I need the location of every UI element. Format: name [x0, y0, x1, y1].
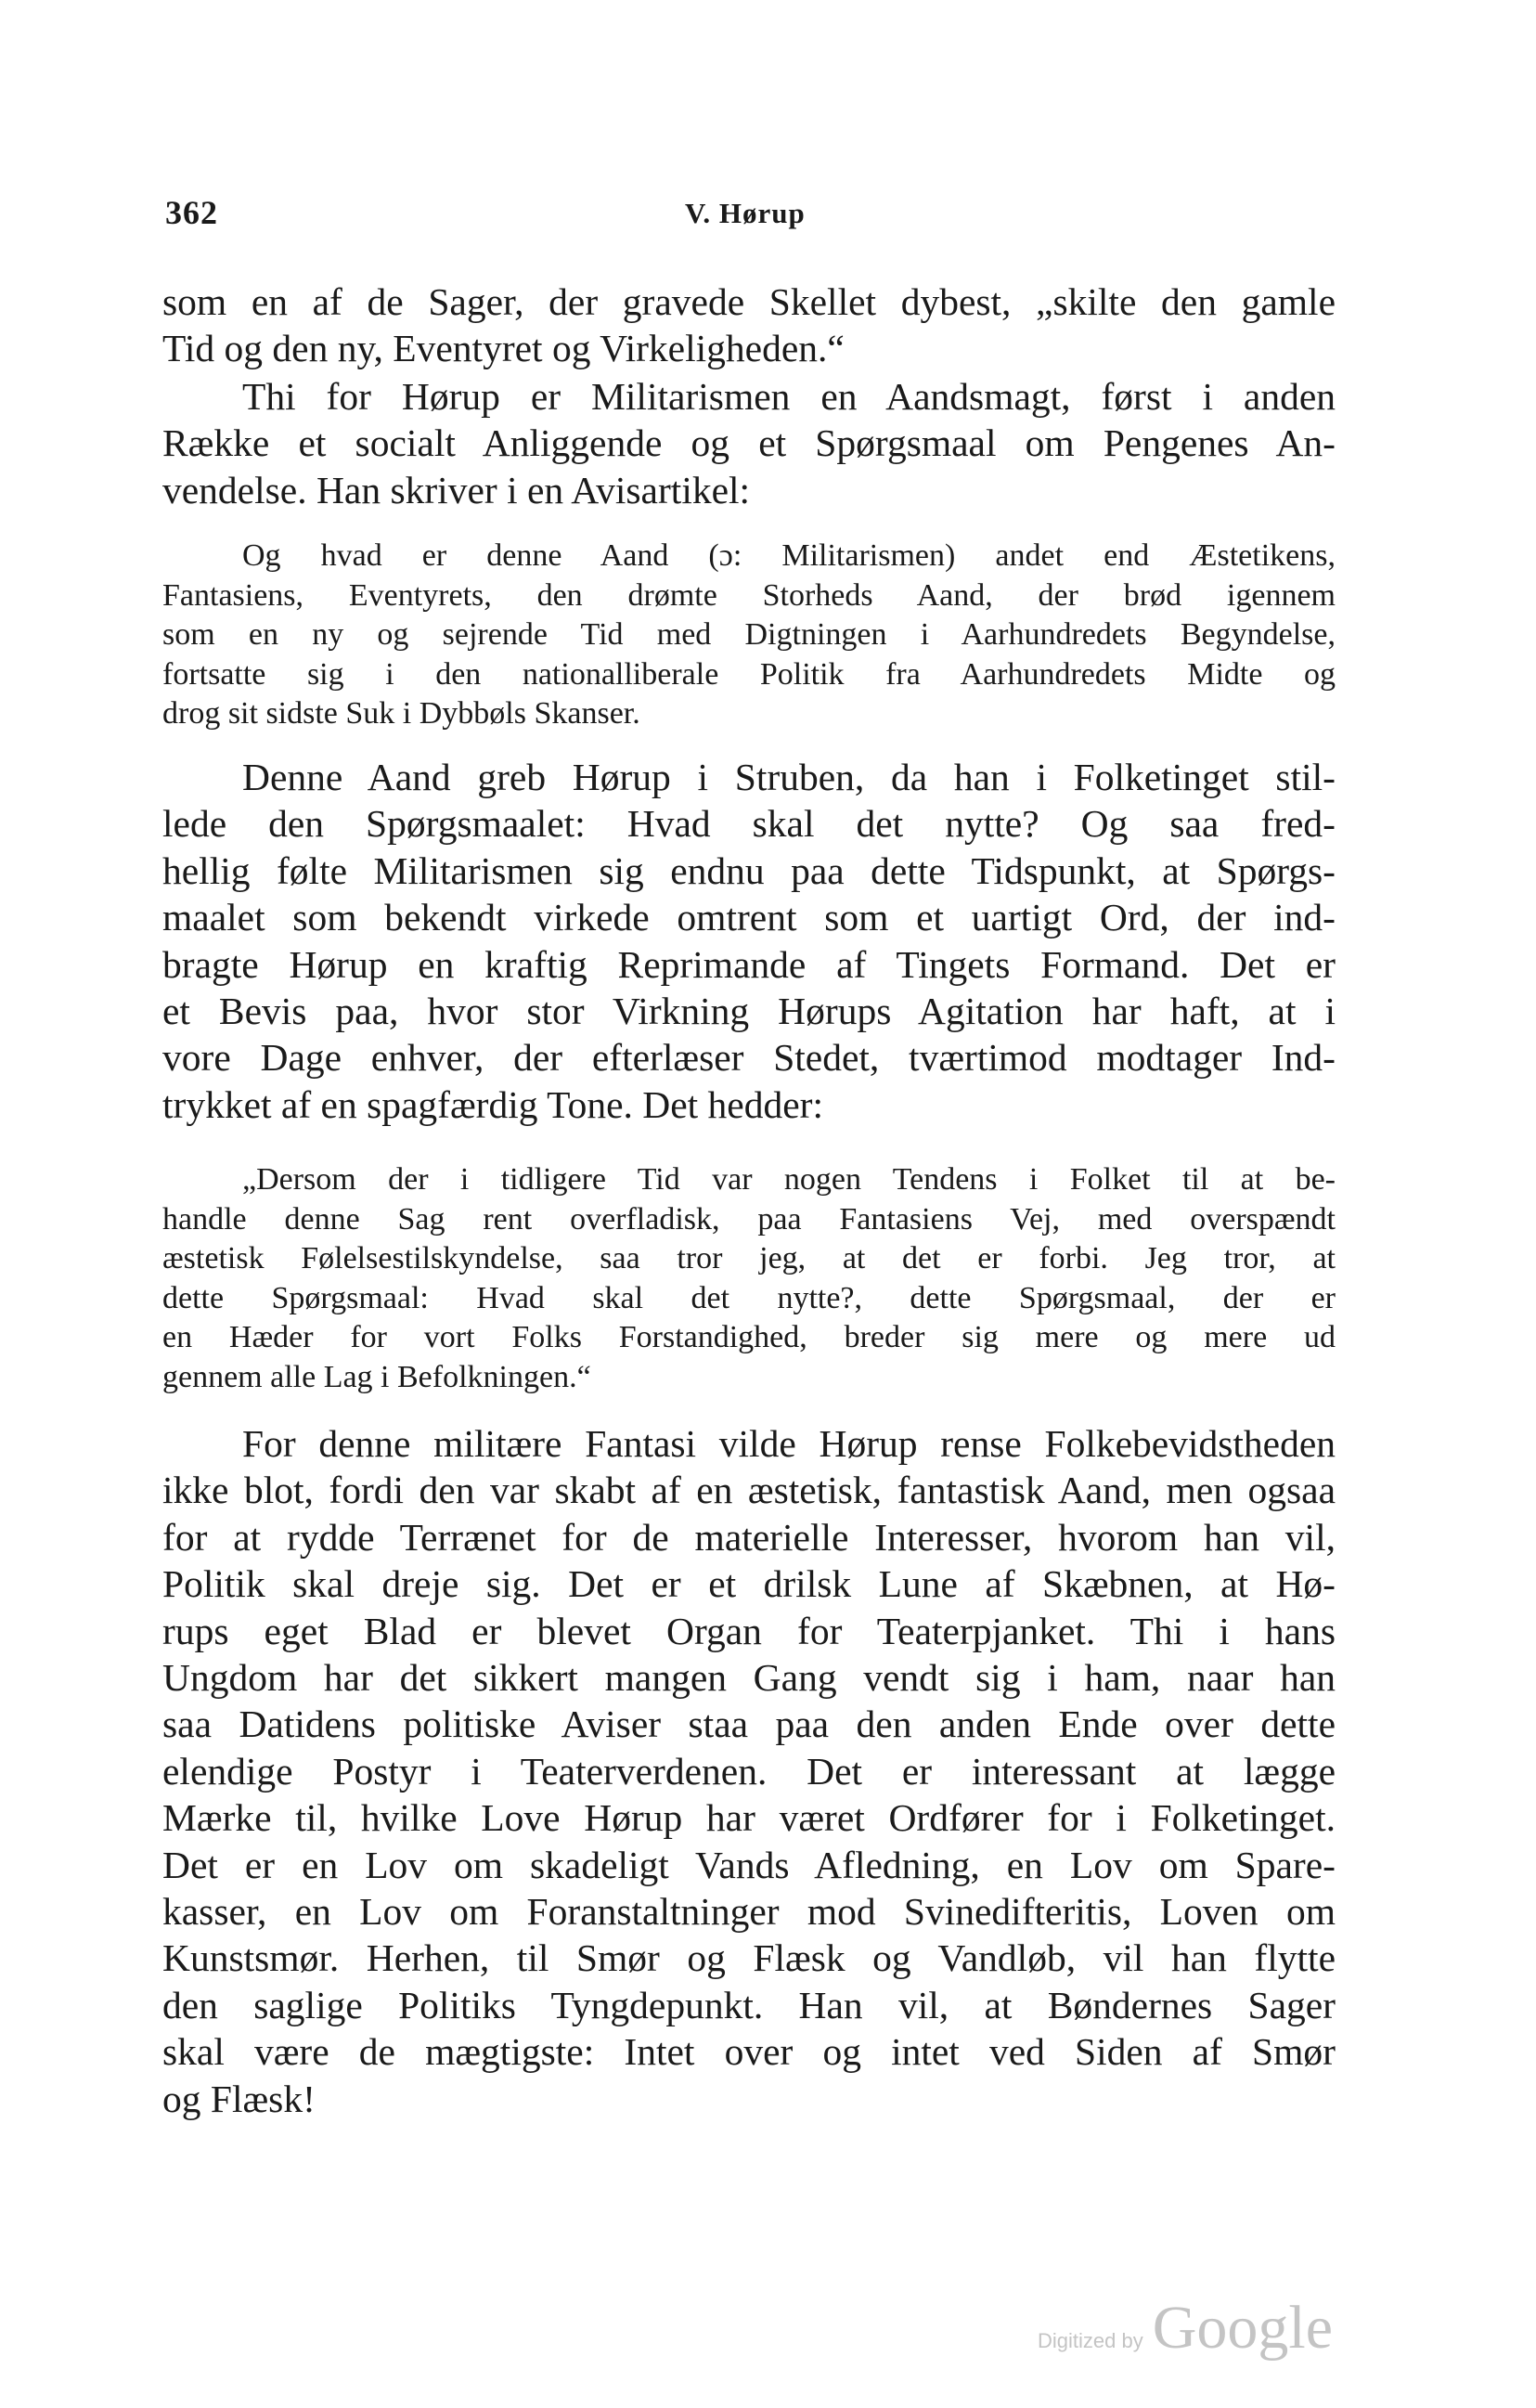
paragraph-3 — [162, 754, 1336, 1128]
text-line: og Flæsk! — [162, 2077, 316, 2120]
quote-line: „Dersom der i tidligere Tid var nogen Tendens i Folket til at be- — [242, 1162, 1336, 1197]
digitized-by-label: Digitized by — [1038, 2329, 1143, 2352]
digitized-by-google-watermark — [1038, 2293, 1333, 2363]
text-line: trykket af en spagfærdig Tone. Det hedder: — [162, 1082, 823, 1126]
text-line: Politik skal dreje sig. Det er et drilsk Lune af Skæbnen, at Hø- — [162, 1562, 1336, 1606]
page-header — [165, 193, 1344, 240]
text-line: Række et socialt Anliggende og et Spørgsmaal om Pengenes An- — [162, 421, 1336, 465]
text-line: vendelse. Han skriver i en Avisartikel: — [162, 468, 751, 511]
quote-line: en Hæder for vort Folks Forstandighed, breder sig mere og mere ud — [162, 1320, 1336, 1354]
text-line: elendige Postyr i Teaterverdenen. Det er interessant at lægge — [162, 1749, 1336, 1793]
text-line: Ungdom har det sikkert mangen Gang vendt sig i ham, naar han — [162, 1656, 1336, 1700]
block-quote-1 — [162, 537, 1336, 734]
paragraph-4 — [162, 1420, 1336, 2122]
quote-line: Fantasiens, Eventyrets, den drømte Storheds Aand, der brød igennem — [162, 577, 1336, 613]
text-line: Kunstsmør. Herhen, til Smør og Flæsk og Vandløb, vil han flytte — [162, 1936, 1336, 1980]
text-line: hellig følte Militarismen sig endnu paa dette Tidspunkt, at Spørgs- — [162, 848, 1336, 892]
quote-line: æstetisk Følelsestilskyndelse, saa tror jeg, at det er forbi. Jeg tror, at — [162, 1241, 1336, 1275]
text-line: et Bevis paa, hvor stor Virkning Hørups Agitation har haft, at i — [162, 990, 1336, 1033]
text-line: Det er en Lov om skadeligt Vands Afledning, en Lov om Spare- — [162, 1843, 1336, 1886]
text-line: vore Dage enhver, der efterlæser Stedet, tværtimod modtager Ind- — [162, 1036, 1336, 1080]
text-line: den saglige Politiks Tyngdepunkt. Han vil, at Bøndernes Sager — [162, 1983, 1336, 2026]
google-logo: Google — [1152, 2294, 1334, 2362]
text-line: maalet som bekendt virkede omtrent som et uartigt Ord, der ind- — [162, 896, 1336, 939]
quote-line: drog sit sidste Suk i Dybbøls Skanser. — [162, 696, 640, 731]
text-line: Tid og den ny, Eventyret og Virkeligheden.“ — [162, 327, 845, 370]
text-line: Mærke til, hvilke Love Hørup har været Ordfører for i Folketinget. — [162, 1796, 1336, 1840]
quote-line: fortsatte sig i den nationalliberale Politik fra Aarhundredets Midte og — [162, 656, 1336, 692]
paragraph-1 — [162, 278, 1336, 372]
quote-line: dette Spørgsmaal: Hvad skal det nytte?, dette Spørgsmaal, der er — [162, 1280, 1336, 1315]
quote-line: handle denne Sag rent overfladisk, paa Fantasiens Vej, med overspændt — [162, 1201, 1336, 1236]
text-line: for at rydde Terrænet for de materielle Interesser, hvorom han vil, — [162, 1515, 1336, 1559]
text-line: ikke blot, fordi den var skabt af en æstetisk, fantastisk Aand, men ogsaa — [162, 1469, 1336, 1512]
text-line: kasser, en Lov om Foranstaltninger mod Svinedifteritis, Loven om — [162, 1890, 1336, 1934]
page-number: 362 — [165, 194, 218, 231]
quote-line: som en ny og sejrende Tid med Digtningen i Aarhundredets Begyndelse, — [162, 617, 1336, 652]
running-head: V. Hørup — [685, 197, 806, 229]
text-line: rups eget Blad er blevet Organ for Teaterpjanket. Thi i hans — [162, 1609, 1336, 1652]
text-line: Thi for Hørup er Militarismen en Aandsmagt, først i anden — [242, 375, 1336, 418]
text-line: som en af de Sager, der gravede Skellet dybest, „skilte den gamle — [162, 280, 1336, 323]
paragraph-2 — [162, 373, 1336, 513]
text-line: skal være de mægtigste: Intet over og intet ved Siden af Smør — [162, 2030, 1336, 2074]
quote-line: gennem alle Lag i Befolkningen.“ — [162, 1359, 591, 1394]
text-line: bragte Hørup en kraftig Reprimande af Tingets Formand. Det er — [162, 942, 1336, 986]
text-line: Denne Aand greb Hørup i Struben, da han i Folketinget stil- — [242, 756, 1336, 798]
quote-line: Og hvad er denne Aand (ɔ: Militarismen) andet end Æstetikens, — [242, 538, 1336, 573]
text-line: saa Datidens politiske Aviser staa paa den anden Ende over dette — [162, 1702, 1336, 1746]
block-quote-2 — [162, 1160, 1336, 1397]
text-line: lede den Spørgsmaalet: Hvad skal det nytte? Og saa fred- — [162, 802, 1336, 846]
text-line: For denne militære Fantasi vilde Hørup rense Folkebevidstheden — [242, 1422, 1336, 1465]
